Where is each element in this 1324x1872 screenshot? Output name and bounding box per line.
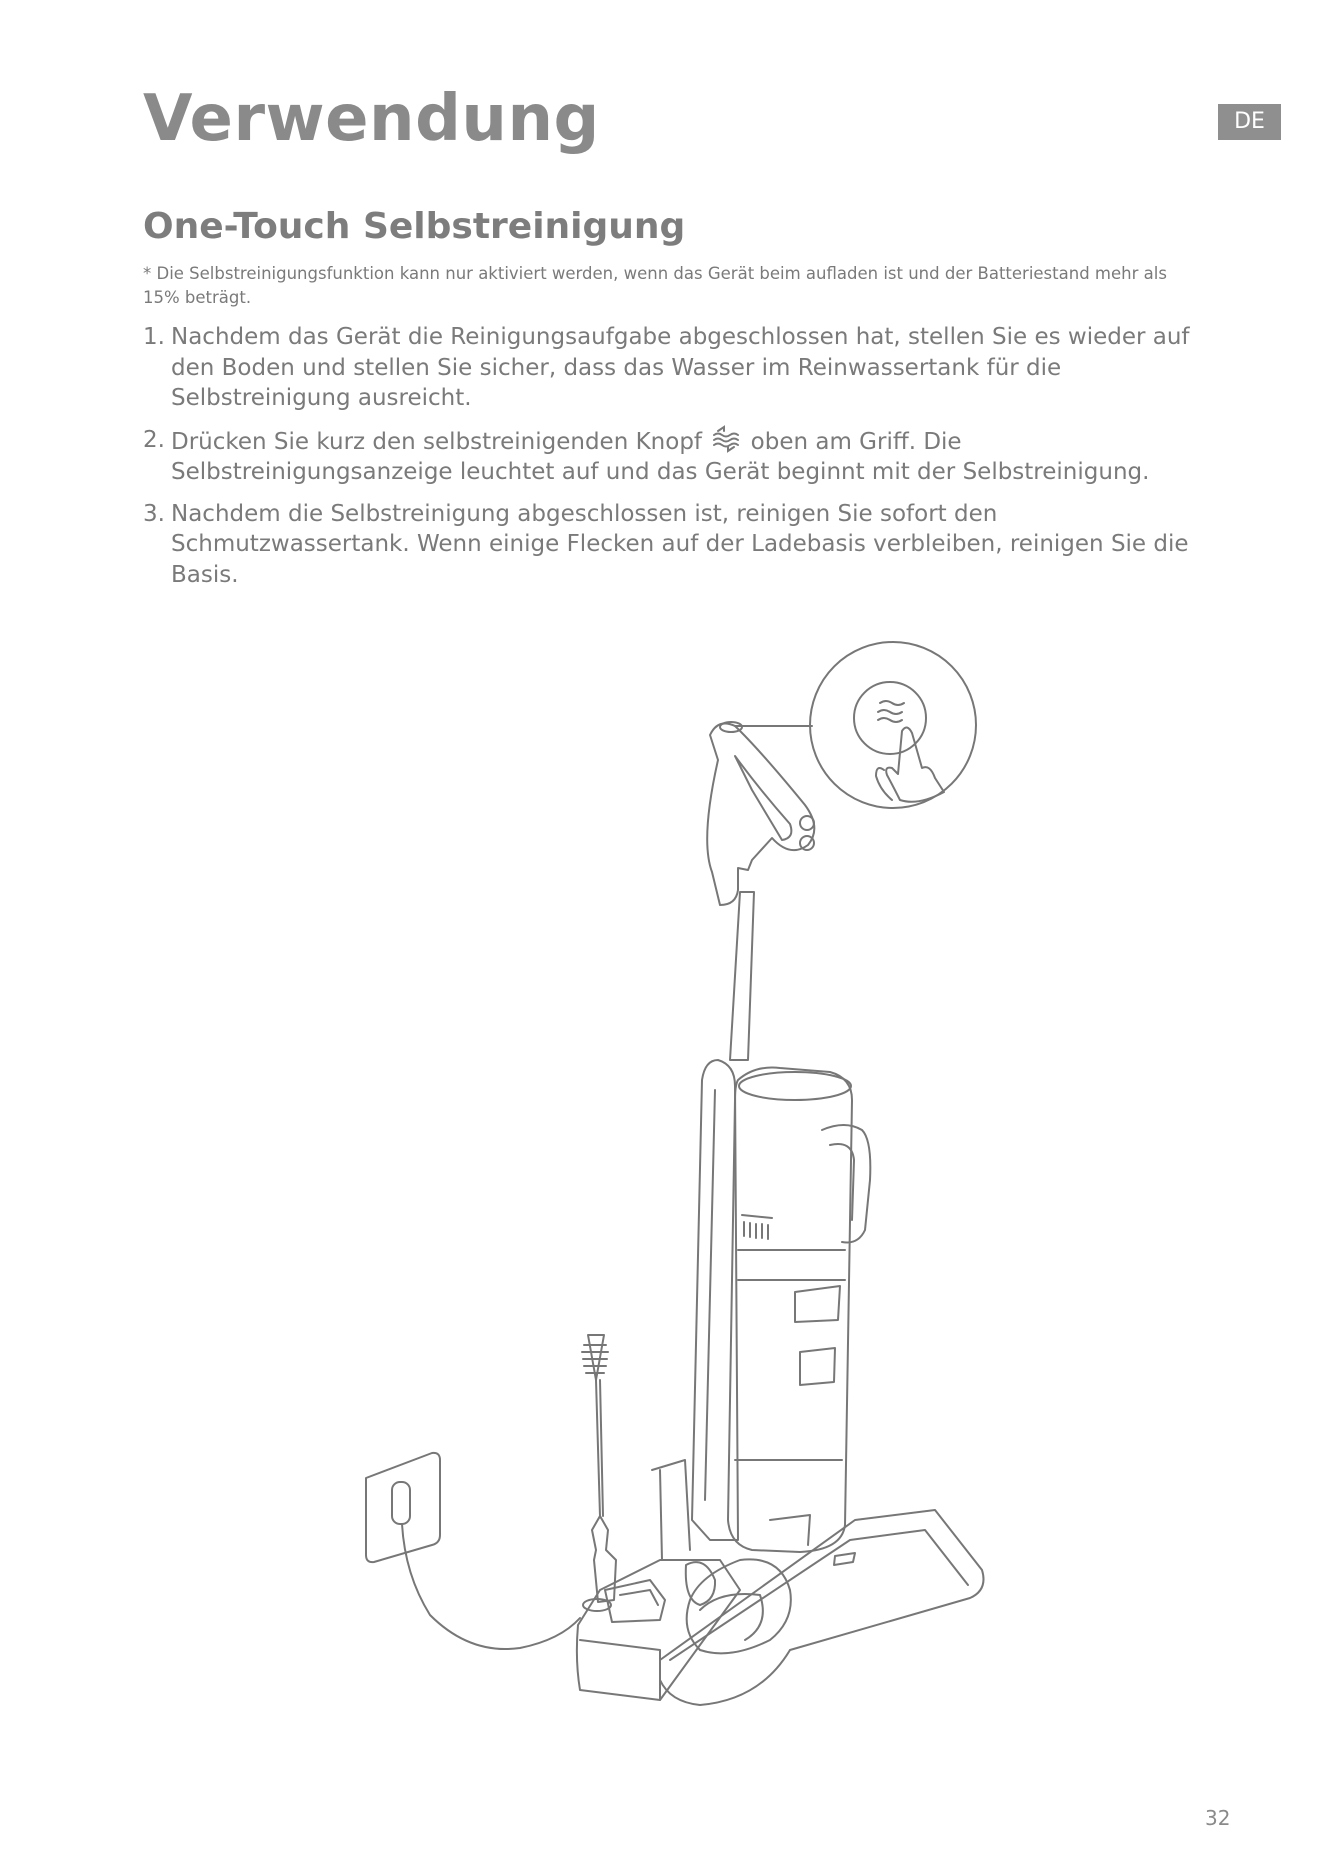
steps-list [143,322,1203,601]
step-item [143,322,1203,414]
shaft [730,892,754,1060]
step-item [143,499,1203,591]
step-text: Drücken Sie kurz den selbstreinigenden Knopf [171,428,703,455]
step-number: 1. [143,324,165,350]
step-number: 3. [143,500,165,527]
step-text: oben am Griff. Die Selbstreinigungsanzeige leuchtet auf und das Gerät beginnt mit der Selbstreinigung. [171,428,1150,485]
plug-icon [392,1482,410,1524]
step-item [143,425,1203,488]
finger-icon [886,727,944,801]
handle [707,723,814,905]
step-text: Nachdem die Selbstreinigung abgeschlossen ist, reinigen Sie sofort den Schmutzwassertank. Wenn einige Flecken auf der Ladebasis verbleiben, reinigen Sie die Basis. [171,500,1189,588]
page-title: Verwendung [143,82,600,156]
section-title: One-Touch Selbstreinigung [143,206,686,247]
page-number: 32 [1205,1806,1231,1830]
wall-socket [366,1453,440,1562]
vacuum-illustration [330,630,1010,1740]
step-text: Nachdem das Gerät die Reinigungsaufgabe abgeschlossen hat, stellen Sie es wieder auf den Boden und stellen Sie sicher, dass das Wasser im Reinwassertank für die Selbstreinigung ausreicht. [171,324,1190,411]
power-cord [402,1524,580,1649]
step-number: 2. [143,426,165,453]
self-cleaning-icon-closeup [878,701,904,722]
language-badge: DE [1218,104,1281,140]
zoom-callout [810,642,976,808]
self-cleaning-icon [709,425,743,453]
note-text: * Die Selbstreinigungsfunktion kann nur aktiviert werden, wenn das Gerät beim aufladen ist und der Batteriestand mehr als 15% beträgt. [143,264,1167,307]
